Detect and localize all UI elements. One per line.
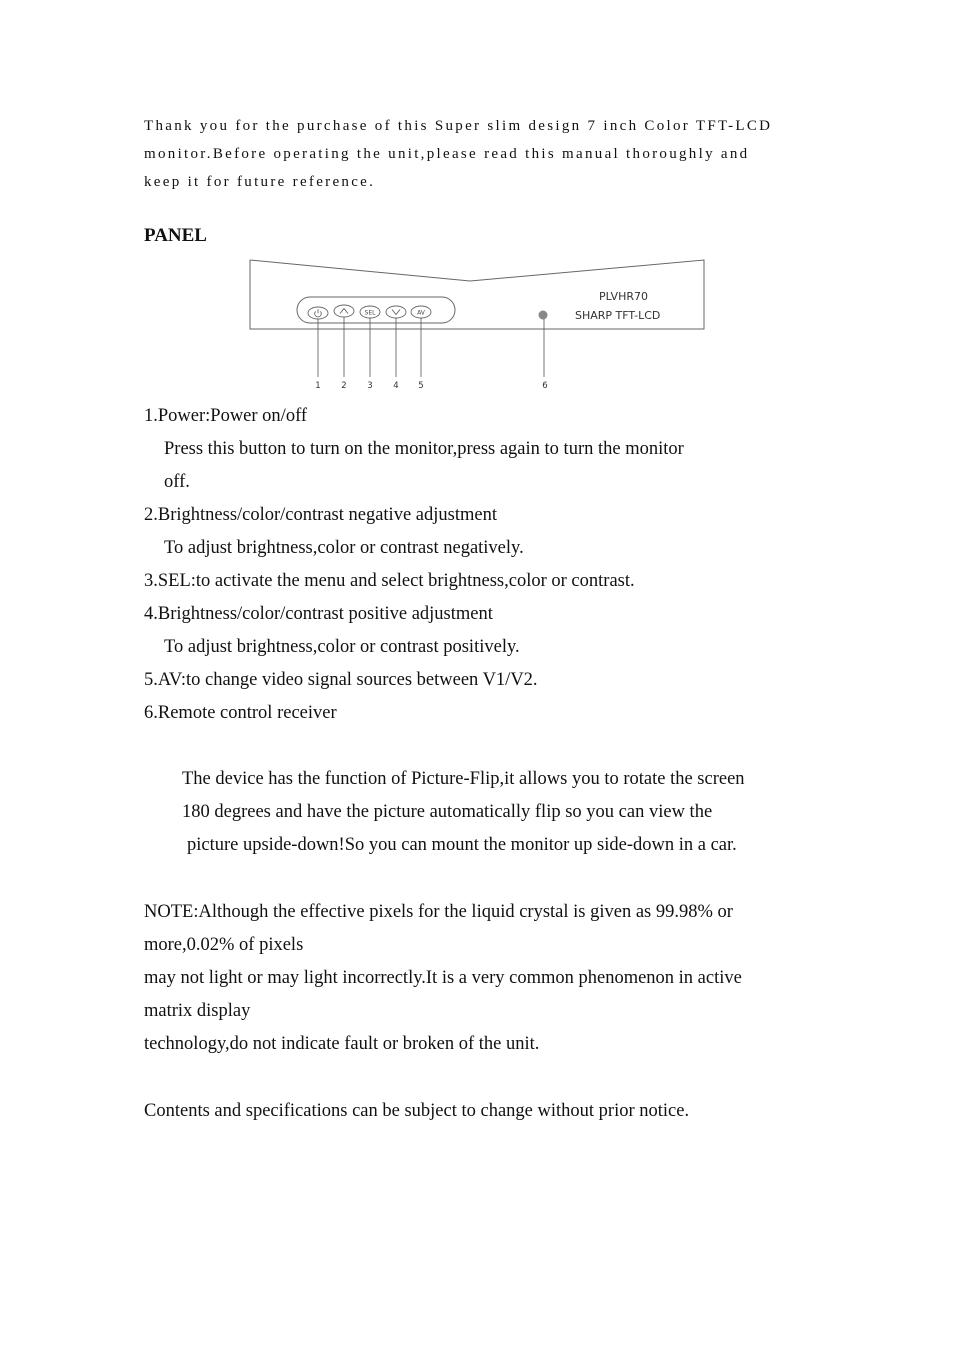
list-item: 4.Brightness/color/contrast positive adjustment — [144, 604, 493, 624]
down-button — [386, 306, 406, 318]
list-item-detail: To adjust brightness,color or contrast positively. — [164, 637, 520, 657]
list-item: 2.Brightness/color/contrast negative adjustment — [144, 505, 497, 525]
note-line: technology,do not indicate fault or broken of the unit. — [144, 1034, 540, 1054]
panel-heading: PANEL — [144, 225, 207, 246]
list-item: 6.Remote control receiver — [144, 703, 337, 723]
power-button — [308, 307, 328, 319]
list-item-detail: Press this button to turn on the monitor,press again to turn the monitor — [164, 439, 684, 459]
flip-line: 180 degrees and have the picture automatically flip so you can view the — [182, 802, 713, 822]
leader-lines — [318, 317, 544, 377]
av-button-label: AV — [417, 309, 425, 317]
list-item: 1.Power:Power on/off — [144, 406, 308, 426]
callout-3: 3 — [367, 381, 373, 391]
footer-notice: Contents and specifications can be subject to change without prior notice. — [144, 1101, 690, 1121]
chevron-down-icon — [392, 310, 400, 315]
callout-2: 2 — [341, 381, 347, 391]
panel-diagram — [240, 252, 720, 400]
brand-label: SHARP TFT-LCD — [575, 309, 661, 322]
list-item-detail: off. — [164, 472, 190, 492]
av-button — [411, 306, 431, 318]
flip-line: The device has the function of Picture-Flip,it allows you to rotate the screen — [182, 769, 745, 789]
note-line: may not light or may light incorrectly.It is a very common phenomenon in active — [144, 968, 742, 988]
note-paragraph — [144, 896, 824, 1061]
callout-4: 4 — [393, 381, 399, 391]
sel-button — [360, 306, 380, 318]
picture-flip-paragraph — [182, 763, 802, 862]
intro-paragraph — [144, 112, 824, 196]
callout-5: 5 — [418, 381, 424, 391]
list-item-detail: To adjust brightness,color or contrast negatively. — [164, 538, 524, 558]
remote-receiver-dot — [539, 311, 548, 320]
model-label: PLVHR70 — [599, 290, 648, 303]
callout-1: 1 — [315, 381, 321, 391]
chevron-up-icon — [340, 309, 348, 314]
note-line: more,0.02% of pixels — [144, 935, 304, 955]
intro-line: monitor.Before operating the unit,please read this manual thoroughly and — [144, 146, 750, 162]
list-item: 3.SEL:to activate the menu and select brightness,color or contrast. — [144, 571, 635, 591]
sel-button-label: SEL — [364, 309, 376, 317]
intro-line: keep it for future reference. — [144, 174, 376, 190]
note-line: NOTE:Although the effective pixels for the liquid crystal is given as 99.98% or — [144, 902, 733, 922]
list-item: 5.AV:to change video signal sources between V1/V2. — [144, 670, 538, 690]
panel-item-list — [144, 400, 824, 730]
note-line: matrix display — [144, 1001, 251, 1021]
flip-line: picture upside-down!So you can mount the monitor up side-down in a car. — [187, 835, 737, 855]
power-icon — [315, 309, 322, 317]
intro-line: Thank you for the purchase of this Super slim design 7 inch Color TFT-LCD — [144, 118, 773, 134]
callout-6: 6 — [542, 381, 548, 391]
up-button — [334, 305, 354, 317]
